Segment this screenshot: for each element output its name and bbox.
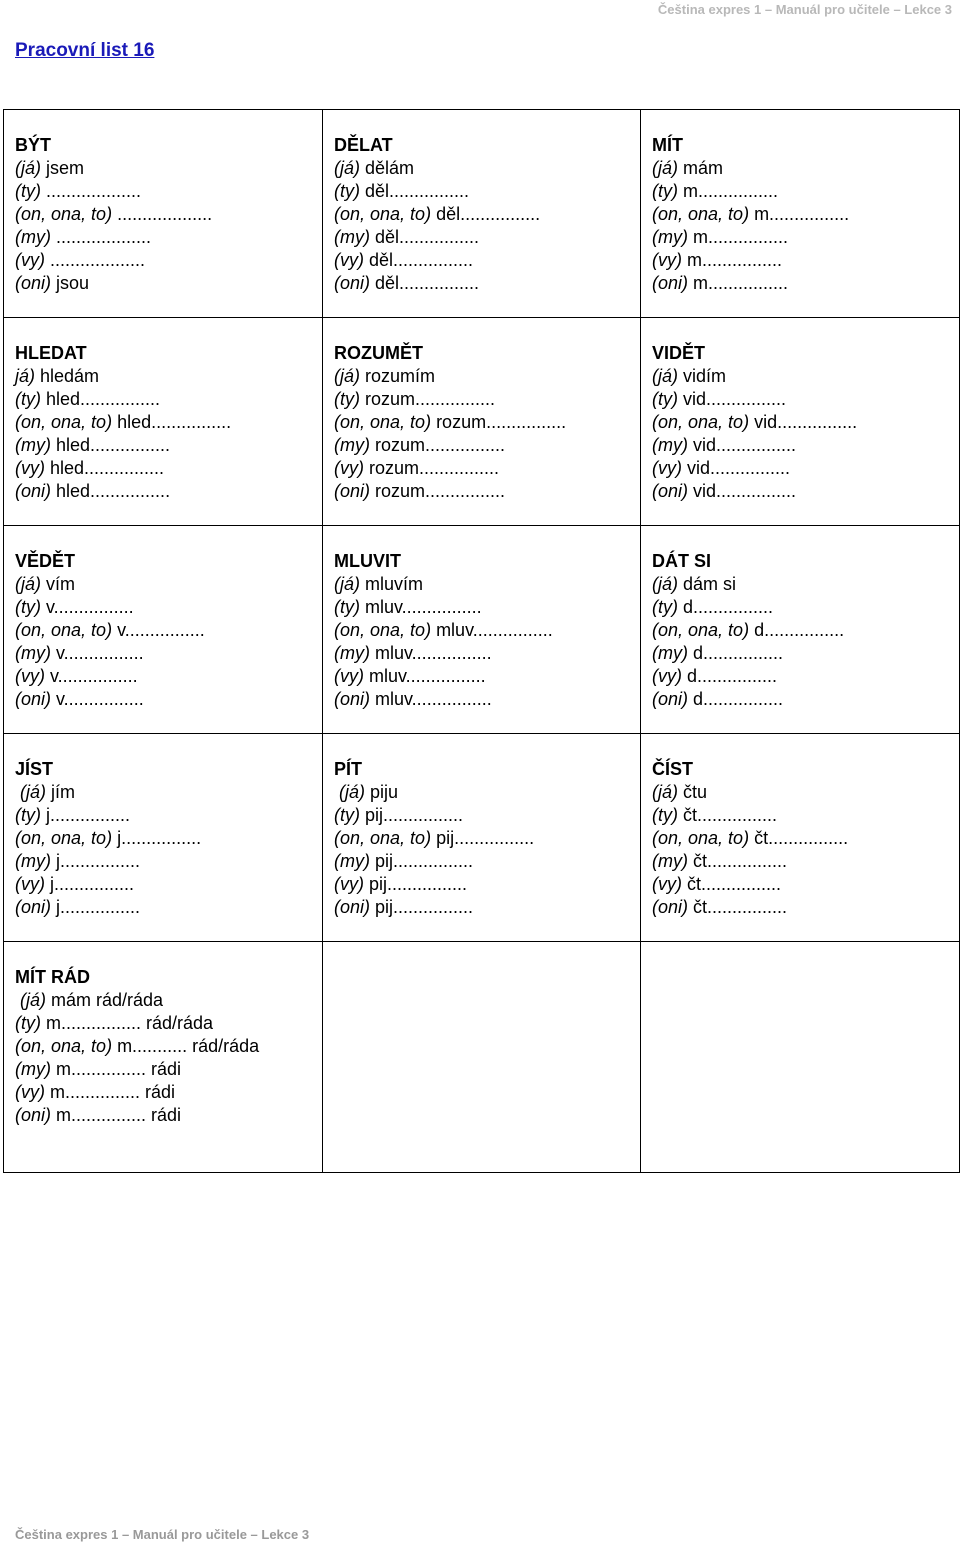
conjugation-line xyxy=(334,365,640,388)
pronoun: (ty) xyxy=(652,597,678,617)
pronoun: (já) xyxy=(334,158,360,178)
verb-form: j................ xyxy=(51,897,141,917)
verb-form: dám si xyxy=(678,574,737,594)
pronoun: (ty) xyxy=(15,597,41,617)
conjugation-line xyxy=(334,804,640,827)
verb-form: vím xyxy=(41,574,75,594)
conjugation-line xyxy=(15,688,322,711)
conjugation-line xyxy=(334,411,640,434)
conjugation-line xyxy=(334,180,640,203)
conjugation-line xyxy=(15,850,322,873)
pronoun: (my) xyxy=(652,851,688,871)
conjugation-line xyxy=(15,804,322,827)
verb-form: j................ xyxy=(41,805,131,825)
conjugation-line xyxy=(652,619,959,642)
verb-form: vid................ xyxy=(682,458,791,478)
verb-form: dělám xyxy=(360,158,415,178)
pronoun: (on, ona, to) xyxy=(15,828,113,848)
verb-form: j................ xyxy=(45,874,135,894)
verb-form: m................ xyxy=(688,273,789,293)
pronoun: (oni) xyxy=(334,689,371,709)
verb-form: vid................ xyxy=(749,412,858,432)
verb-form: ................... xyxy=(41,181,142,201)
pronoun: (já) xyxy=(20,990,47,1010)
conjugation-line xyxy=(334,873,640,896)
verb-form: vid................ xyxy=(678,389,787,409)
pronoun: (my) xyxy=(652,643,688,663)
conjugation-line xyxy=(15,180,322,203)
verb-form: m................ rád/ráda xyxy=(41,1013,214,1033)
pronoun: (vy) xyxy=(334,874,364,894)
pronoun: (vy) xyxy=(334,250,364,270)
verb-form: čt................ xyxy=(682,874,782,894)
conjugation-line xyxy=(652,434,959,457)
verb-heading: MLUVIT xyxy=(334,551,401,571)
verb-form: rozum................ xyxy=(370,481,506,501)
verb-heading: VĚDĚT xyxy=(15,551,76,571)
pronoun: (my) xyxy=(15,643,51,663)
conjugation-line xyxy=(652,226,959,249)
conjugation-line xyxy=(15,989,322,1012)
conjugation-line xyxy=(652,411,959,434)
table-row xyxy=(4,526,960,734)
pronoun: (vy) xyxy=(15,666,45,686)
verb-form: rozum................ xyxy=(364,458,500,478)
pronoun: (oni) xyxy=(652,897,689,917)
verb-form: m................ xyxy=(682,250,783,270)
verb-form: mluv................ xyxy=(360,597,482,617)
conjugation-line xyxy=(15,1012,322,1035)
pronoun: (ty) xyxy=(652,389,678,409)
verb-form: v................ xyxy=(50,643,144,663)
pronoun: (oni) xyxy=(15,689,52,709)
verb-form: m................ xyxy=(678,181,779,201)
verb-form: ................... xyxy=(45,250,146,270)
pronoun: (my) xyxy=(334,851,370,871)
conjugation-line xyxy=(652,642,959,665)
pronoun: (oni) xyxy=(334,897,371,917)
pronoun: (ty) xyxy=(15,805,41,825)
verb-form: rozumím xyxy=(360,366,436,386)
pronoun: (vy) xyxy=(652,666,682,686)
verb-form: děl................ xyxy=(369,227,480,247)
verb-form: pij................ xyxy=(360,805,464,825)
verb-cell xyxy=(4,526,323,734)
running-header: Čeština expres 1 – Manuál pro učitele – Lekce 3 xyxy=(657,2,952,17)
conjugation-line xyxy=(652,873,959,896)
pronoun: (já) xyxy=(339,782,366,802)
pronoun: (vy) xyxy=(652,874,682,894)
verb-form: pij................ xyxy=(431,828,535,848)
pronoun: (my) xyxy=(334,227,370,247)
conjugation-line xyxy=(334,688,640,711)
verb-form: m........... rád/ráda xyxy=(112,1036,260,1056)
pronoun: (já) xyxy=(334,366,360,386)
verb-form: čtu xyxy=(678,782,708,802)
conjugation-line xyxy=(334,573,640,596)
pronoun: (já) xyxy=(15,158,41,178)
verb-form: čt................ xyxy=(749,828,849,848)
conjugation-line xyxy=(334,249,640,272)
conjugation-line xyxy=(652,180,959,203)
verb-form: m................ xyxy=(687,227,788,247)
verb-form: mluv................ xyxy=(431,620,553,640)
verb-form: rozum................ xyxy=(360,389,496,409)
verb-form: mám xyxy=(678,158,723,178)
verb-form: čt................ xyxy=(678,805,778,825)
verb-cell xyxy=(4,734,323,942)
conjugation-line xyxy=(15,781,322,804)
pronoun: (on, ona, to) xyxy=(334,204,432,224)
conjugation-line xyxy=(15,1081,322,1104)
verb-form: vidím xyxy=(678,366,727,386)
running-footer: Čeština expres 1 – Manuál pro učitele – Lekce 3 xyxy=(15,1527,310,1542)
pronoun: (oni) xyxy=(15,273,52,293)
pronoun: (oni) xyxy=(652,273,689,293)
pronoun: (vy) xyxy=(15,874,45,894)
verb-form: d................ xyxy=(678,597,774,617)
pronoun: (ty) xyxy=(15,389,41,409)
pronoun: (my) xyxy=(334,435,370,455)
verb-cell xyxy=(323,526,641,734)
conjugation-line xyxy=(652,157,959,180)
verb-cell xyxy=(641,318,960,526)
pronoun: (oni) xyxy=(15,1105,52,1125)
pronoun: (oni) xyxy=(334,481,371,501)
pronoun: (my) xyxy=(334,643,370,663)
conjugation-line xyxy=(334,434,640,457)
pronoun: (on, ona, to) xyxy=(652,204,750,224)
verb-cell xyxy=(4,318,323,526)
verb-heading: DÁT SI xyxy=(652,551,712,571)
conjugation-line xyxy=(652,804,959,827)
worksheet-title: Pracovní list 16 xyxy=(15,40,155,61)
pronoun: (my) xyxy=(652,227,688,247)
conjugation-line xyxy=(334,642,640,665)
conjugation-line xyxy=(652,573,959,596)
pronoun: (vy) xyxy=(652,250,682,270)
conjugation-line xyxy=(15,365,322,388)
conjugation-line xyxy=(15,642,322,665)
verb-heading: HLEDAT xyxy=(15,343,87,363)
conjugation-line xyxy=(652,781,959,804)
table-row xyxy=(4,110,960,318)
conjugation-line xyxy=(15,873,322,896)
pronoun: (ty) xyxy=(334,389,360,409)
verb-form: pij................ xyxy=(364,874,468,894)
pronoun: (ty) xyxy=(334,597,360,617)
conjugation-line xyxy=(15,249,322,272)
verb-cell xyxy=(323,734,641,942)
verb-form: ................... xyxy=(112,204,213,224)
empty-cell xyxy=(641,942,960,1173)
verb-form: mluv................ xyxy=(370,689,492,709)
verb-form: d................ xyxy=(688,689,784,709)
pronoun: (ty) xyxy=(15,1013,41,1033)
conjugation-line xyxy=(15,457,322,480)
conjugation-line xyxy=(15,480,322,503)
pronoun: (já) xyxy=(652,574,678,594)
verb-form: hled................ xyxy=(41,389,161,409)
verb-form: m............... rádi xyxy=(50,1059,182,1079)
verb-heading: MÍT RÁD xyxy=(15,967,90,987)
verb-form: mám rád/ráda xyxy=(46,990,164,1010)
conjugation-line xyxy=(334,896,640,919)
pronoun: (oni) xyxy=(15,481,52,501)
verb-form: děl................ xyxy=(364,250,474,270)
conjugation-line xyxy=(15,226,322,249)
pronoun: (on, ona, to) xyxy=(334,828,432,848)
conjugation-line xyxy=(15,434,322,457)
conjugation-line xyxy=(652,203,959,226)
pronoun: (on, ona, to) xyxy=(334,620,432,640)
conjugation-line xyxy=(15,203,322,226)
conjugation-line xyxy=(334,203,640,226)
pronoun: (vy) xyxy=(334,666,364,686)
pronoun: (on, ona, to) xyxy=(652,620,750,640)
verb-cell xyxy=(323,110,641,318)
conjugation-line xyxy=(652,365,959,388)
conjugation-line xyxy=(15,388,322,411)
conjugation-line xyxy=(334,850,640,873)
conjugation-line xyxy=(652,480,959,503)
pronoun: (ty) xyxy=(15,181,41,201)
empty-cell xyxy=(323,942,641,1173)
verb-heading: BÝT xyxy=(15,135,51,155)
pronoun: (my) xyxy=(15,227,51,247)
pronoun: (já) xyxy=(15,574,41,594)
verb-form: hledám xyxy=(35,366,100,386)
pronoun: (on, ona, to) xyxy=(652,412,750,432)
verb-heading: ROZUMĚT xyxy=(334,343,423,363)
verb-cell xyxy=(641,526,960,734)
verb-cell xyxy=(323,318,641,526)
conjugation-line xyxy=(334,596,640,619)
verb-form: jím xyxy=(46,782,76,802)
verb-form: j................ xyxy=(50,851,140,871)
pronoun: (ty) xyxy=(334,805,360,825)
verb-form: hled................ xyxy=(50,435,171,455)
pronoun: (on, ona, to) xyxy=(15,412,113,432)
conjugation-line xyxy=(15,1058,322,1081)
conjugation-line xyxy=(334,619,640,642)
conjugation-line xyxy=(652,827,959,850)
verb-form: hled................ xyxy=(45,458,165,478)
pronoun: (my) xyxy=(15,1059,51,1079)
conjugation-line xyxy=(334,226,640,249)
conjugation-line xyxy=(652,249,959,272)
verb-heading: DĚLAT xyxy=(334,135,393,155)
pronoun: (ty) xyxy=(652,181,678,201)
verb-cell xyxy=(4,110,323,318)
conjugation-line xyxy=(334,272,640,295)
pronoun: (oni) xyxy=(334,273,371,293)
conjugation-line xyxy=(15,157,322,180)
verb-heading: MÍT xyxy=(652,135,683,155)
pronoun: (oni) xyxy=(652,689,689,709)
conjugation-line xyxy=(652,596,959,619)
pronoun: (my) xyxy=(652,435,688,455)
pronoun: (já) xyxy=(652,782,678,802)
verb-form: děl................ xyxy=(431,204,541,224)
verb-form: v................ xyxy=(41,597,134,617)
pronoun: (my) xyxy=(15,851,51,871)
conjugation-line xyxy=(652,665,959,688)
conjugation-line xyxy=(15,665,322,688)
conjugation-line xyxy=(652,688,959,711)
conjugation-line xyxy=(15,896,322,919)
verb-heading: VIDĚT xyxy=(652,343,706,363)
conjugation-line xyxy=(15,1035,322,1058)
conjugation-line xyxy=(15,573,322,596)
conjugation-line xyxy=(334,781,640,804)
verb-form: hled................ xyxy=(51,481,171,501)
verb-heading: JÍST xyxy=(15,759,54,779)
pronoun: (on, ona, to) xyxy=(15,1036,113,1056)
conjugation-line xyxy=(652,388,959,411)
verb-form: rozum................ xyxy=(369,435,506,455)
verb-form: v................ xyxy=(45,666,138,686)
verb-form: jsem xyxy=(41,158,85,178)
conjugation-line xyxy=(334,827,640,850)
verb-heading: ČÍST xyxy=(652,759,694,779)
pronoun: (oni) xyxy=(15,897,52,917)
pronoun: (ty) xyxy=(652,805,678,825)
verb-form: čt................ xyxy=(687,851,788,871)
pronoun: (vy) xyxy=(15,1082,45,1102)
conjugation-line xyxy=(334,665,640,688)
pronoun: (my) xyxy=(15,435,51,455)
pronoun: (on, ona, to) xyxy=(334,412,432,432)
verb-form: piju xyxy=(365,782,399,802)
pronoun: (vy) xyxy=(15,458,45,478)
pronoun: (on, ona, to) xyxy=(15,620,113,640)
pronoun: (ty) xyxy=(334,181,360,201)
conjugation-line xyxy=(15,1104,322,1127)
verb-cell xyxy=(641,734,960,942)
verb-cell xyxy=(641,110,960,318)
conjugation-line xyxy=(334,388,640,411)
verb-form: v................ xyxy=(51,689,144,709)
pronoun: (on, ona, to) xyxy=(15,204,113,224)
verb-cell xyxy=(4,942,323,1173)
verb-form: m............... rádi xyxy=(51,1105,182,1125)
verb-form: mluv................ xyxy=(369,643,492,663)
verb-form: ................... xyxy=(50,227,152,247)
pronoun: (já) xyxy=(334,574,360,594)
pronoun: (on, ona, to) xyxy=(652,828,750,848)
conjugation-line xyxy=(652,896,959,919)
verb-form: jsou xyxy=(51,273,90,293)
verb-form: vid................ xyxy=(687,435,797,455)
verb-form: rozum................ xyxy=(431,412,567,432)
pronoun: (vy) xyxy=(334,458,364,478)
verb-form: děl................ xyxy=(360,181,470,201)
verb-form: j................ xyxy=(112,828,202,848)
conjugation-line xyxy=(15,272,322,295)
pronoun: (já) xyxy=(652,158,678,178)
verb-form: mluv................ xyxy=(364,666,486,686)
conjugation-line xyxy=(652,272,959,295)
table-row xyxy=(4,942,960,1173)
conjugation-line xyxy=(334,480,640,503)
conjugation-table xyxy=(3,109,960,1173)
verb-form: mluvím xyxy=(360,574,423,594)
conjugation-line xyxy=(334,157,640,180)
verb-heading: PÍT xyxy=(334,759,363,779)
verb-form: děl................ xyxy=(370,273,480,293)
verb-form: čt................ xyxy=(688,897,788,917)
verb-form: vid................ xyxy=(688,481,797,501)
conjugation-line xyxy=(15,827,322,850)
verb-form: d................ xyxy=(682,666,778,686)
verb-form: d................ xyxy=(749,620,845,640)
conjugation-line xyxy=(15,411,322,434)
conjugation-line xyxy=(15,619,322,642)
pronoun: (oni) xyxy=(652,481,689,501)
conjugation-line xyxy=(15,596,322,619)
conjugation-line xyxy=(334,457,640,480)
conjugation-line xyxy=(652,850,959,873)
verb-form: d................ xyxy=(687,643,784,663)
pronoun: já) xyxy=(15,366,36,386)
pronoun: (já) xyxy=(20,782,47,802)
table-row xyxy=(4,734,960,942)
verb-form: pij................ xyxy=(370,897,474,917)
verb-form: m............... rádi xyxy=(45,1082,176,1102)
pronoun: (já) xyxy=(652,366,678,386)
pronoun: (vy) xyxy=(15,250,45,270)
verb-form: v................ xyxy=(112,620,205,640)
conjugation-line xyxy=(652,457,959,480)
verb-form: hled................ xyxy=(112,412,232,432)
pronoun: (vy) xyxy=(652,458,682,478)
verb-form: m................ xyxy=(749,204,850,224)
table-row xyxy=(4,318,960,526)
verb-form: pij................ xyxy=(369,851,474,871)
